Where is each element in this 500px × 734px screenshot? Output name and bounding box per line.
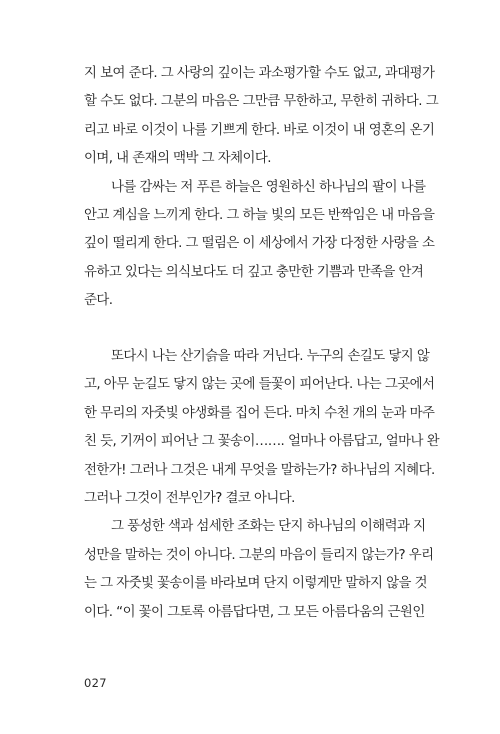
text-line: 그러나 그것이 전부인가? 결코 아니다. bbox=[84, 490, 295, 506]
text-line: 는 그 자줏빛 꽃송이를 바라보며 단지 이렇게만 말하지 않을 것 bbox=[84, 576, 427, 592]
text-line: 친 듯, 기꺼이 피어난 그 꽃송이……. 얼마나 아름답고, 얼마나 완 bbox=[84, 434, 440, 450]
text-block-bottom bbox=[84, 343, 440, 627]
text-block-top bbox=[84, 60, 439, 316]
text-line: 나를 감싸는 저 푸른 하늘은 영원하신 하나님의 팔이 나를 bbox=[111, 179, 426, 195]
text-line: 깊이 떨리게 한다. 그 떨림은 이 세상에서 가장 다정한 사랑을 소 bbox=[84, 236, 435, 252]
text-line: 준다. bbox=[84, 293, 113, 309]
text-line: 한 무리의 자줏빛 야생화를 집어 든다. 마치 수천 개의 눈과 마주 bbox=[84, 405, 435, 421]
text-line: 이다. “이 꽃이 그토록 아름답다면, 그 모든 아름다움의 근원인 bbox=[84, 604, 425, 620]
text-line: 리고 바로 이것이 나를 기쁘게 한다. 바로 이것이 내 영혼의 온기 bbox=[84, 122, 435, 138]
text-line: 또다시 나는 산기슭을 따라 거닌다. 누구의 손길도 닿지 않 bbox=[111, 349, 430, 364]
text-line: 안고 계심을 느끼게 한다. 그 하늘 빛의 모든 반짝임은 내 마음을 bbox=[84, 207, 435, 223]
text-line: 그 풍성한 색과 섬세한 조화는 단지 하나님의 이해력과 지 bbox=[111, 519, 426, 535]
page-number: 027 bbox=[84, 676, 107, 690]
text-line: 고, 아무 눈길도 닿지 않는 곳에 들꽃이 피어난다. 나는 그곳에서 bbox=[84, 377, 435, 393]
text-line: 전한가! 그러나 그것은 내게 무엇을 말하는가? 하나님의 지혜다. bbox=[84, 462, 435, 478]
text-line: 할 수도 없다. 그분의 마음은 그만큼 무한하고, 무한히 귀하다. 그 bbox=[84, 94, 439, 110]
text-line: 이며, 내 존재의 맥박 그 자체이다. bbox=[84, 151, 271, 167]
text-line: 유하고 있다는 의식보다도 더 깊고 충만한 기쁨과 만족을 안겨 bbox=[84, 264, 424, 280]
text-line: 성만을 말하는 것이 아니다. 그분의 마음이 들리지 않는가? 우리 bbox=[84, 547, 434, 563]
text-line: 지 보여 준다. 그 사랑의 깊이는 과소평가할 수도 없고, 과대평가 bbox=[84, 66, 435, 81]
